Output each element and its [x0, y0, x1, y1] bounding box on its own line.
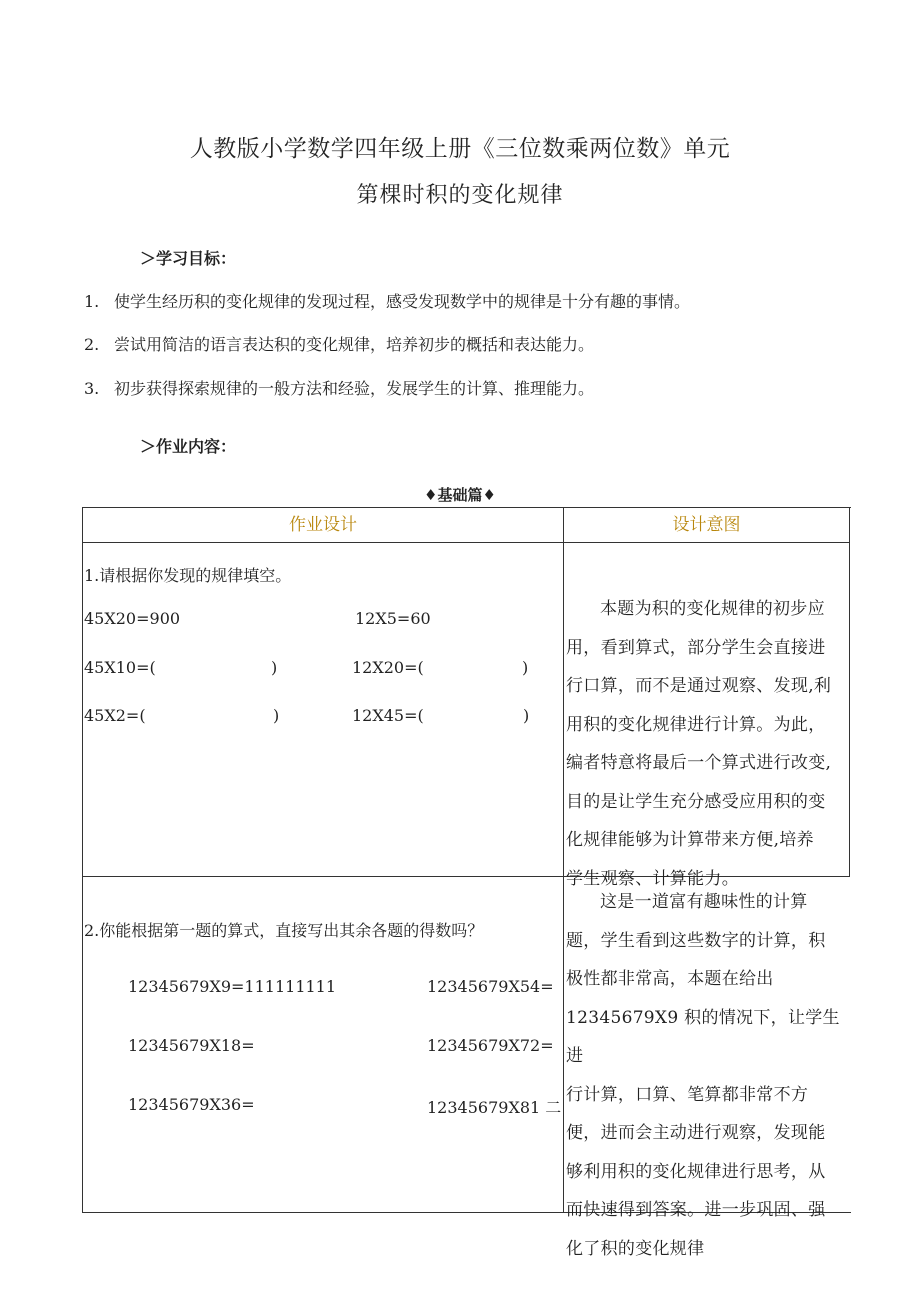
- question-1-prompt: 1.请根据你发现的规律填空。: [84, 566, 292, 585]
- intent-line: 行计算，口算、笔算都非常不方: [566, 1084, 809, 1105]
- intent-line: 而快速得到答案。进一步巩固、强: [566, 1200, 826, 1220]
- objective-number: 2.: [84, 335, 100, 354]
- column-header-design: 作业设计: [289, 515, 357, 535]
- intent-line: 行口算，而不是通过观察、发现,利: [566, 676, 832, 696]
- q1-left-blank-close-2: ): [271, 658, 278, 677]
- intent-line: 题，学生看到这些数字的计算，积: [566, 930, 826, 951]
- intent-line: 化了积的变化规律: [566, 1238, 705, 1259]
- objectives-heading: ＞学习目标：: [140, 249, 237, 268]
- intent-line: 极性都非常高，本题在给出: [566, 969, 774, 989]
- column-header-intent: 设计意图: [672, 515, 741, 535]
- page-subtitle: 第棵时积的变化规律: [356, 183, 564, 208]
- q1-right-blank-close-2: ): [522, 658, 529, 677]
- q2-left-eq-2: 12345679X18=: [128, 1036, 255, 1055]
- intent-line: 用，看到算式，部分学生会直接进: [566, 637, 826, 658]
- column-divider: [563, 507, 564, 1212]
- intent-line: 够利用积的变化规律进行思考，从: [566, 1161, 826, 1182]
- q1-right-blank-close-3: ): [523, 706, 530, 725]
- q2-right-eq-3: 12345679X81 二: [427, 1098, 562, 1117]
- intent-line: 用积的变化规律进行计算。为此，: [566, 714, 826, 735]
- intent-line: 化规律能够为计算带来方便,培养: [566, 830, 814, 850]
- homework-heading: ＞作业内容：: [140, 437, 237, 456]
- q1-right-eq-3: 12X45=(: [352, 706, 424, 725]
- intent-line: 便，进而会主动进行观察，发现能: [566, 1123, 826, 1143]
- q2-left-eq-1: 12345679X9=111111111: [128, 977, 337, 996]
- q1-left-blank-close-3: ): [273, 706, 280, 725]
- intent-line: 12345679X9 积的情况下，让学生进: [566, 1007, 840, 1066]
- objective-text: 尝试用简洁的语言表达积的变化规律，培养初步的概括和表达能力。: [114, 335, 595, 354]
- q1-right-eq-2: 12X20=(: [352, 658, 424, 677]
- objective-text: 初步获得探索规律的一般方法和经验，发展学生的计算、推理能力。: [114, 379, 595, 398]
- q2-right-eq-2: 12345679X72=: [427, 1036, 554, 1055]
- intent-line: 学生观察、计算能力。: [566, 868, 739, 889]
- question-1-intent: [566, 590, 852, 898]
- q1-left-eq-1: 45X20=900: [84, 609, 181, 628]
- intent-line: 本题为积的变化规律的初步应: [600, 599, 825, 619]
- q2-left-eq-3: 12345679X36=: [128, 1095, 255, 1114]
- objective-item: [84, 332, 594, 355]
- objective-item: [84, 289, 690, 312]
- page-title: 人教版小学数学四年级上册《三位数乘两位数》单元: [189, 136, 731, 162]
- intent-line: 目的是让学生充分感受应用积的变: [566, 791, 826, 812]
- intent-line: 编者特意将最后一个算式进行改变,: [566, 753, 832, 773]
- objective-number: 3.: [84, 379, 100, 398]
- basic-section-label: ♦基础篇♦: [424, 486, 496, 504]
- intent-line: 这是一道富有趣味性的计算: [600, 892, 808, 912]
- q1-right-eq-1: 12X5=60: [355, 609, 431, 628]
- q1-left-eq-3: 45X2=(: [84, 706, 146, 725]
- q2-right-eq-1: 12345679X54=: [427, 977, 554, 996]
- objective-text: 使学生经历积的变化规律的发现过程，感受发现数学中的规律是十分有趣的事情。: [114, 292, 691, 311]
- q1-left-eq-2: 45X10=(: [84, 658, 156, 677]
- objective-item: [84, 376, 594, 399]
- question-2-intent: [566, 883, 852, 1268]
- objective-number: 1.: [84, 292, 100, 311]
- question-2-prompt: 2.你能根据第一题的算式，直接写出其余各题的得数吗？: [84, 921, 484, 940]
- header-divider: [82, 542, 850, 543]
